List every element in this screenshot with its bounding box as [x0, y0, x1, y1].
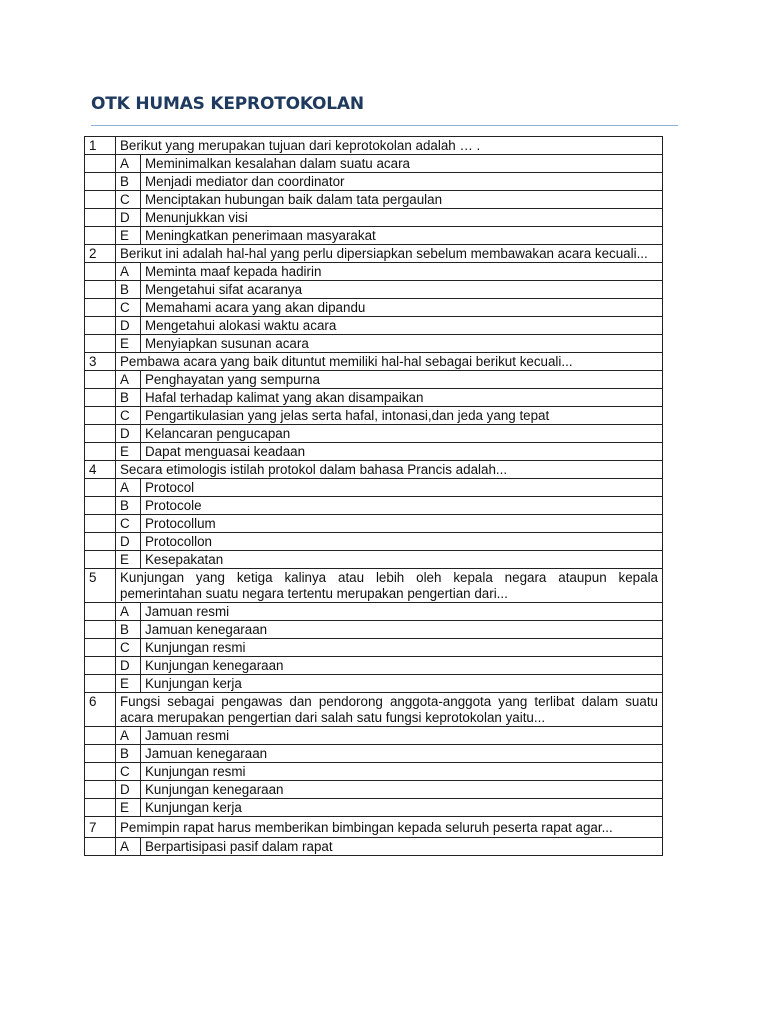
option-text: Protocole [141, 497, 663, 515]
option-letter: E [116, 675, 141, 693]
option-row [85, 639, 663, 657]
question-number: 5 [85, 569, 116, 603]
option-letter: A [116, 371, 141, 389]
option-spacer-cell [85, 515, 116, 533]
option-letter: C [116, 299, 141, 317]
option-letter: C [116, 639, 141, 657]
question-row [85, 245, 663, 263]
option-row [85, 497, 663, 515]
option-text: Protocollon [141, 533, 663, 551]
option-spacer-cell [85, 838, 116, 856]
option-letter: A [116, 479, 141, 497]
question-row [85, 817, 663, 838]
option-spacer-cell [85, 317, 116, 335]
option-spacer-cell [85, 173, 116, 191]
option-letter: B [116, 745, 141, 763]
question-table [84, 136, 663, 856]
option-spacer-cell [85, 155, 116, 173]
option-spacer-cell [85, 209, 116, 227]
option-row [85, 727, 663, 745]
option-row [85, 227, 663, 245]
option-spacer-cell [85, 639, 116, 657]
option-text: Kunjungan resmi [141, 639, 663, 657]
option-row [85, 675, 663, 693]
option-letter: A [116, 263, 141, 281]
question-text: Pemimpin rapat harus memberikan bimbingan kepada seluruh peserta rapat agar... [116, 817, 663, 838]
option-row [85, 191, 663, 209]
option-row [85, 389, 663, 407]
option-letter: B [116, 497, 141, 515]
option-row [85, 263, 663, 281]
question-row [85, 137, 663, 155]
question-row [85, 461, 663, 479]
question-text: Fungsi sebagai pengawas dan pendorong anggota-anggota yang terlibat dalam suatu acara merupakan pengertian dari salah satu fungsi keprotokolan yaitu... [116, 693, 663, 727]
option-letter: A [116, 155, 141, 173]
option-spacer-cell [85, 371, 116, 389]
option-row [85, 299, 663, 317]
question-number: 4 [85, 461, 116, 479]
option-row [85, 838, 663, 856]
option-spacer-cell [85, 407, 116, 425]
option-letter: D [116, 317, 141, 335]
option-text: Kunjungan kenegaraan [141, 657, 663, 675]
option-text: Menyiapkan susunan acara [141, 335, 663, 353]
option-text: Kunjungan kerja [141, 675, 663, 693]
option-spacer-cell [85, 335, 116, 353]
question-number: 3 [85, 353, 116, 371]
option-letter: D [116, 657, 141, 675]
option-letter: E [116, 443, 141, 461]
option-spacer-cell [85, 781, 116, 799]
option-letter: B [116, 621, 141, 639]
option-row [85, 603, 663, 621]
option-text: Protocollum [141, 515, 663, 533]
option-row [85, 371, 663, 389]
option-spacer-cell [85, 263, 116, 281]
option-letter: E [116, 551, 141, 569]
option-row [85, 551, 663, 569]
title-underline [91, 125, 678, 126]
option-spacer-cell [85, 497, 116, 515]
option-spacer-cell [85, 675, 116, 693]
option-text: Menjadi mediator dan coordinator [141, 173, 663, 191]
option-row [85, 335, 663, 353]
option-row [85, 479, 663, 497]
option-text: Menunjukkan visi [141, 209, 663, 227]
option-text: Kunjungan kenegaraan [141, 781, 663, 799]
question-number: 6 [85, 693, 116, 727]
question-row [85, 569, 663, 603]
option-row [85, 173, 663, 191]
question-text: Berikut ini adalah hal-hal yang perlu dipersiapkan sebelum membawakan acara kecuali... [116, 245, 663, 263]
option-text: Meminimalkan kesalahan dalam suatu acara [141, 155, 663, 173]
option-spacer-cell [85, 479, 116, 497]
option-row [85, 317, 663, 335]
question-text: Kunjungan yang ketiga kalinya atau lebih oleh kepala negara ataupun kepala pemerintahan suatu negara tertentu merupakan pengertian dari... [116, 569, 663, 603]
option-row [85, 533, 663, 551]
document-title: OTK HUMAS KEPROTOKOLAN [91, 94, 364, 114]
option-text: Jamuan resmi [141, 603, 663, 621]
option-letter: E [116, 799, 141, 817]
question-number: 2 [85, 245, 116, 263]
option-spacer-cell [85, 533, 116, 551]
option-letter: A [116, 603, 141, 621]
option-spacer-cell [85, 281, 116, 299]
option-spacer-cell [85, 227, 116, 245]
option-text: Penghayatan yang sempurna [141, 371, 663, 389]
option-letter: D [116, 781, 141, 799]
option-text: Meminta maaf kepada hadirin [141, 263, 663, 281]
option-text: Kunjungan kerja [141, 799, 663, 817]
option-spacer-cell [85, 551, 116, 569]
option-text: Protocol [141, 479, 663, 497]
option-letter: E [116, 227, 141, 245]
question-number: 7 [85, 817, 116, 838]
option-spacer-cell [85, 727, 116, 745]
option-row [85, 515, 663, 533]
option-text: Pengartikulasian yang jelas serta hafal, intonasi,dan jeda yang tepat [141, 407, 663, 425]
option-spacer-cell [85, 299, 116, 317]
option-text: Dapat menguasai keadaan [141, 443, 663, 461]
option-row [85, 407, 663, 425]
option-spacer-cell [85, 621, 116, 639]
option-row [85, 155, 663, 173]
option-letter: D [116, 425, 141, 443]
question-text: Secara etimologis istilah protokol dalam bahasa Prancis adalah... [116, 461, 663, 479]
option-text: Jamuan kenegaraan [141, 745, 663, 763]
option-text: Kelancaran pengucapan [141, 425, 663, 443]
option-row [85, 799, 663, 817]
option-row [85, 621, 663, 639]
option-row [85, 763, 663, 781]
option-letter: B [116, 173, 141, 191]
question-text: Pembawa acara yang baik dituntut memiliki hal-hal sebagai berikut kecuali... [116, 353, 663, 371]
option-row [85, 443, 663, 461]
option-text: Jamuan resmi [141, 727, 663, 745]
option-row [85, 657, 663, 675]
question-text: Berikut yang merupakan tujuan dari keprotokolan adalah … . [116, 137, 663, 155]
option-spacer-cell [85, 389, 116, 407]
option-row [85, 781, 663, 799]
option-letter: A [116, 727, 141, 745]
option-spacer-cell [85, 745, 116, 763]
option-letter: D [116, 533, 141, 551]
option-text: Meningkatkan penerimaan masyarakat [141, 227, 663, 245]
option-row [85, 281, 663, 299]
option-letter: B [116, 281, 141, 299]
option-text: Berpartisipasi pasif dalam rapat [141, 838, 663, 856]
option-text: Menciptakan hubungan baik dalam tata pergaulan [141, 191, 663, 209]
option-text: Kesepakatan [141, 551, 663, 569]
option-letter: E [116, 335, 141, 353]
option-spacer-cell [85, 799, 116, 817]
option-letter: C [116, 191, 141, 209]
option-letter: B [116, 389, 141, 407]
option-letter: D [116, 209, 141, 227]
option-text: Mengetahui alokasi waktu acara [141, 317, 663, 335]
option-spacer-cell [85, 425, 116, 443]
question-row [85, 693, 663, 727]
question-number: 1 [85, 137, 116, 155]
option-row [85, 209, 663, 227]
option-letter: C [116, 407, 141, 425]
option-row [85, 745, 663, 763]
option-letter: C [116, 515, 141, 533]
option-letter: C [116, 763, 141, 781]
option-text: Jamuan kenegaraan [141, 621, 663, 639]
option-spacer-cell [85, 191, 116, 209]
option-spacer-cell [85, 763, 116, 781]
option-text: Kunjungan resmi [141, 763, 663, 781]
option-spacer-cell [85, 443, 116, 461]
option-letter: A [116, 838, 141, 856]
question-row [85, 353, 663, 371]
option-text: Memahami acara yang akan dipandu [141, 299, 663, 317]
option-row [85, 425, 663, 443]
option-text: Mengetahui sifat acaranya [141, 281, 663, 299]
option-spacer-cell [85, 657, 116, 675]
option-spacer-cell [85, 603, 116, 621]
option-text: Hafal terhadap kalimat yang akan disampaikan [141, 389, 663, 407]
